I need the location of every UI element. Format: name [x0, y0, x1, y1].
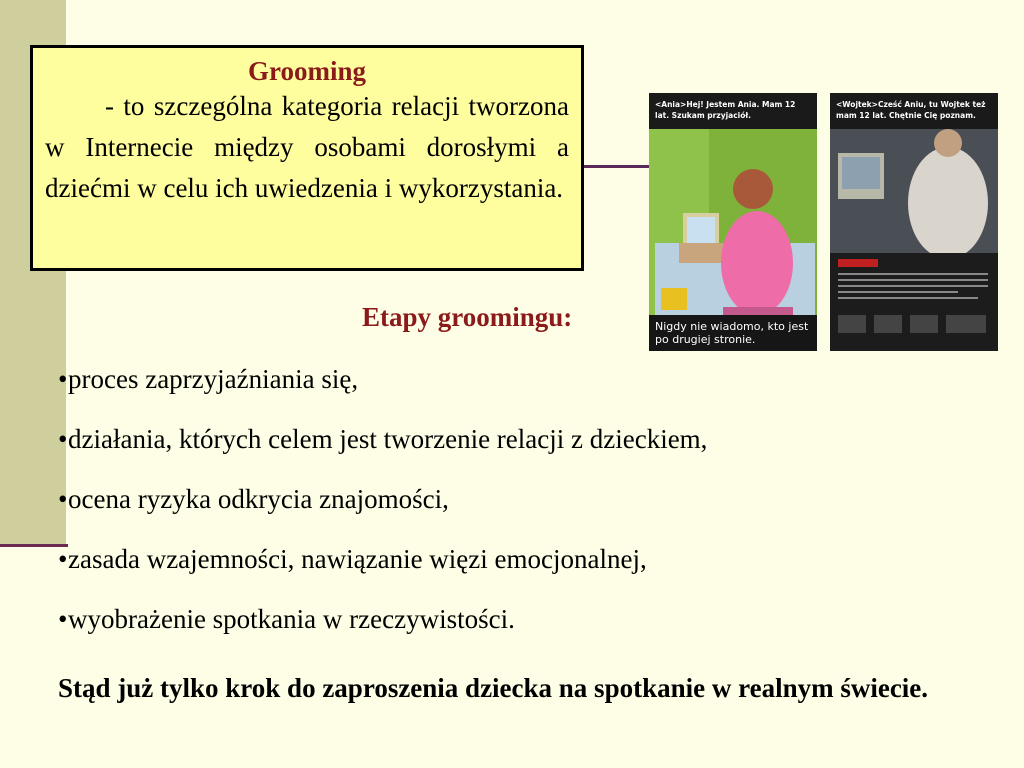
stages-title: Etapy groomingu:: [362, 302, 573, 332]
definition-title: Grooming: [247, 56, 366, 86]
bullet-icon: •: [58, 484, 68, 514]
definition-text: - to szczególna kategoria relacji tworzona w Internecie między osobami dorosłymi a dziećmi w celu ich uwiedzenia i wykorzystania.: [45, 91, 569, 203]
bullet-icon: •: [58, 544, 68, 574]
list-item-text: proces zaprzyjaźniania się,: [68, 364, 359, 394]
list-item-text: działania, których celem jest tworzenie relacji z dzieckiem,: [68, 424, 708, 454]
definition-box: [30, 45, 584, 271]
bullet-icon: •: [58, 364, 68, 394]
list-item: [58, 602, 707, 662]
list-item-text: ocena ryzyka odkrycia znajomości,: [68, 484, 449, 514]
poster-wojtek-illustration: [830, 93, 998, 351]
list-item: [58, 362, 707, 422]
list-item: [58, 422, 707, 482]
poster-ania-illustration: [649, 93, 817, 351]
bullet-icon: •: [58, 424, 68, 454]
poster-ania-header: <Ania>Hej! Jestem Ania. Mam 12 lat. Szukam przyjaciół.: [649, 93, 817, 129]
poster-ania-footer: Nigdy nie wiadomo, kto jest po drugiej stronie.: [649, 315, 817, 351]
bullet-icon: •: [58, 604, 68, 634]
poster-wojtek: [830, 93, 998, 351]
poster-wojtek-header: <Wojtek>Cześć Aniu, tu Wojtek też mam 12 lat. Chętnie Cię poznam.: [830, 93, 998, 129]
stages-list: [58, 362, 707, 662]
list-item: [58, 542, 707, 602]
list-item-text: wyobrażenie spotkania w rzeczywistości.: [68, 604, 515, 634]
list-item-text: zasada wzajemności, nawiązanie więzi emocjonalnej,: [68, 544, 647, 574]
list-item: [58, 482, 707, 542]
conclusion-text: Stąd już tylko krok do zaproszenia dziecka na spotkanie w realnym świecie.: [58, 673, 929, 703]
poster-ania: [649, 93, 817, 351]
